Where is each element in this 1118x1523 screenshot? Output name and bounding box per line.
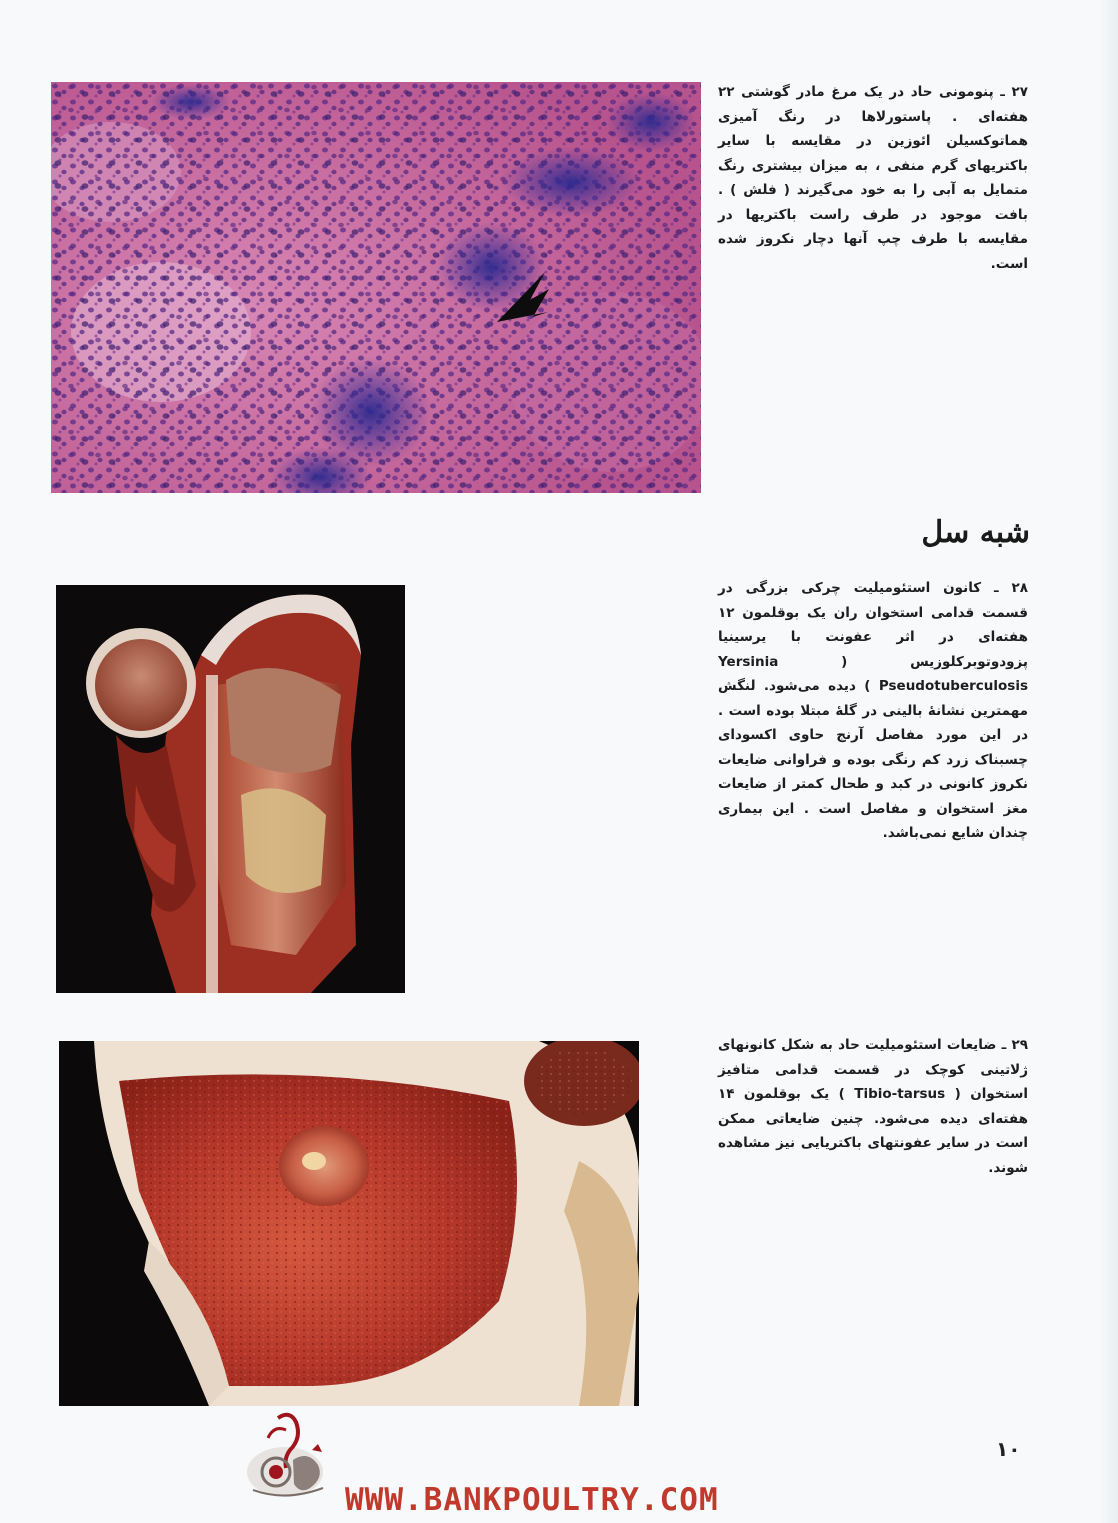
section-title: شبه سل bbox=[921, 515, 1030, 550]
femur-osteomyelitis-image bbox=[56, 585, 405, 993]
figure-28-caption: ۲۸ ـ کانون استئومیلیت چرکی بزرگی در قسمت قدامی استخوان ران یک بوقلمون ۱۲ هفته‌ای در اثر عفونت با یرسینیا پزودوتوبرکلوزیس ( Yersinia Pseudotuberculosis ) دیده می‌شود. لنگش مهمترین نشانهٔ بالینی در گلهٔ مبتلا بوده است . در این مورد مفاصل آرنج حاوی اکسودای چسبناک زرد کم رنگی بوده و فراوانی ضایعات نکروز کانونی در کبد و طحال کمتر از ضایعات مغز استخوان و مفاصل است . این بیماری چندان شایع نمی‌باشد. bbox=[718, 580, 1028, 841]
page-edge bbox=[1100, 0, 1118, 1523]
tibiotarsus-lesion-image bbox=[59, 1041, 639, 1406]
figure-29-caption: ۲۹ ـ ضایعات استئومیلیت حاد به شکل کانونهای ژلاتینی کوچک در قسمت قدامی متافیز استخوان ( Tibio-tarsus ) یک بوقلمون ۱۴ هفته‌ای دیده می‌شود. چنین ضایعاتی ممکن است در سایر عفونتهای باکتریایی نیز مشاهده شوند. bbox=[718, 1037, 1028, 1176]
website-watermark: WWW.BANKPOULTRY.COM bbox=[345, 1482, 719, 1518]
page-number: ۱۰ bbox=[996, 1437, 1021, 1461]
histology-micrograph-image bbox=[51, 82, 701, 493]
figure-27-caption: ۲۷ ـ پنومونی حاد در یک مرغ مادر گوشتی ۲۲ هفته‌ای . پاستورلاها در رنگ آمیزی هماتوکسیلن ائوزین در مقایسه با سایر باکتریهای گرم منفی ، به میزان بیشتری رنگ متمایل به آبی را به خود می‌گیرند ( فلش ) . بافت موجود در طرف راست باکتریها در مقایسه با طرف چپ آنها دچار نکروز شده است. bbox=[718, 84, 1028, 272]
rooster-logo-icon bbox=[238, 1410, 333, 1505]
